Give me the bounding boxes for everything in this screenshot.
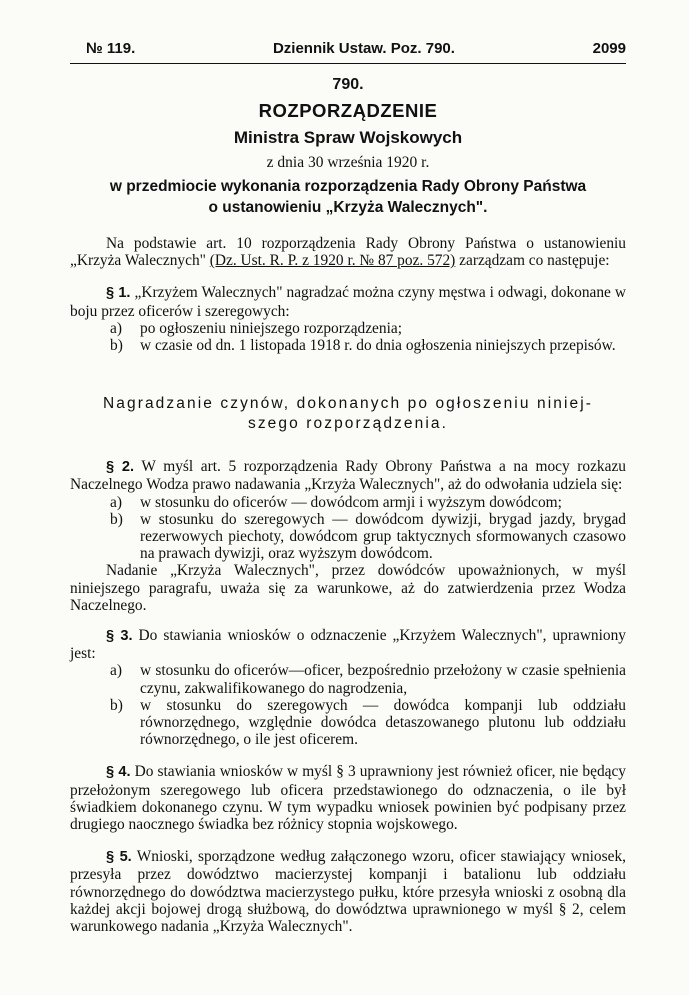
- list-item: [70, 697, 626, 749]
- preamble-tail: zarządzam co następuje:: [455, 252, 610, 270]
- chapter-heading-line-2: szego rozporządzenia.: [247, 415, 449, 433]
- section-text: Do stawiania wniosków o odznaczenie „Krzyżem Walecznych", uprawniony jest:: [70, 627, 626, 663]
- issue-number: № 119.: [86, 40, 136, 57]
- page-header: [70, 40, 626, 64]
- list-item: [70, 662, 626, 696]
- section-mark: § 3.: [106, 628, 133, 645]
- item-label: b): [110, 337, 123, 355]
- section-text: „Krzyżem Walecznych" nagradzać można czyny męstwa i odwagi, dokonane w boju przez oficerów i szeregowych:: [70, 284, 626, 320]
- section-text: Wnioski, sporządzone według załączonego wzoru, oficer stawiający wniosek, przesyła przez dowództwo macierzystej kompanji i batalionu lub oddziału równorzędnego do dowództwa macierzystego pułku, które przesyła wnioski z osobną dla każdej akcji bojowej drogą służbową, do dowództwa uprawnionego w myśl § 2, celem warunkowego nadania „Krzyża Walecznych".: [70, 848, 626, 936]
- document-date: z dnia 30 września 1920 r.: [266, 154, 430, 171]
- list-item: [70, 511, 626, 563]
- section-3: [70, 627, 626, 748]
- subject: [70, 176, 626, 218]
- section-5: [70, 848, 626, 935]
- issuer: Ministra Spraw Wojskowych: [233, 128, 463, 147]
- item-text: w stosunku do szeregowych — dowódca kompanji lub oddziału równorzędnego, względnie dowódca detaszowanego plutonu lub oddziału równorzędnego, o ile jest oficerem.: [140, 696, 626, 749]
- preamble-reference: (Dz. Ust. R. P. z 1920 r. № 87 poz. 572): [209, 252, 456, 270]
- subject-line-1: w przedmiocie wykonania rozporządzenia Rady Obrony Państwa: [109, 178, 587, 195]
- list-item: [70, 494, 626, 511]
- section-text: W myśl art. 5 rozporządzenia Rady Obrony Państwa a na mocy rozkazu Naczelnego Wodza prawo nadawania „Krzyża Walecznych", aż do odwołania udziela się:: [70, 458, 626, 494]
- section-mark: § 5.: [106, 849, 132, 866]
- section-closing: Nadanie „Krzyża Walecznych", przez dowódców upoważnionych, w myśl niniejszego paragrafu, uważa się za warunkowe, aż do zatwierdzenia przez Wodza Naczelnego.: [70, 562, 626, 614]
- document-page: [70, 40, 626, 935]
- position-number: 790.: [332, 76, 364, 93]
- section-2: [70, 458, 626, 614]
- document-type: ROZPORZĄDZENIE: [258, 100, 438, 121]
- item-text: w stosunku do szeregowych — dowódcom dywizji, brygad jazdy, brygad rezerwowych piechoty, dowódcom grup taktycznych sformowanych czasowo na prawach dywizji, oraz wyższym dowódcom.: [140, 510, 626, 563]
- preamble-text: Na podstawie art. 10 rozporządzenia Rady Obrony Państwa o ustanowieniu „Krzyża Walecznych": [70, 235, 626, 270]
- item-text: w czasie od dn. 1 listopada 1918 r. do dnia ogłoszenia niniejszych przepisów.: [140, 337, 616, 355]
- section-1: [70, 284, 626, 354]
- section-4: [70, 763, 626, 833]
- item-text: w stosunku do oficerów — dowódcom armji i wyższym dowódcom;: [140, 493, 562, 511]
- item-text: w stosunku do oficerów—oficer, bezpośrednio przełożony w czasie spełnienia czynu, zakwalifikowanego do nagrodzenia,: [140, 662, 626, 697]
- section-mark: § 2.: [106, 459, 135, 476]
- title-block: [70, 76, 626, 218]
- item-text: po ogłoszeniu niniejszego rozporządzenia;: [140, 319, 402, 337]
- section-text: Do stawiania wniosków w myśl § 3 uprawniony jest również oficer, nie będący przełożonym szeregowego lub oficera przedstawionego do odznaczenia, o ile był świadkiem dokonanego czynu. W tym wypadku wniosek powinien być podpisany przez drugiego naocznego świadka bez różnicy stopnia wojskowego.: [70, 763, 626, 834]
- chapter-heading-line-1: Nagradzanie czynów, dokonanych po ogłoszeniu niniej-: [102, 395, 594, 413]
- preamble: [70, 235, 626, 269]
- list-item: [70, 337, 626, 354]
- item-label: b): [110, 696, 123, 714]
- item-label: a): [110, 493, 122, 511]
- subject-line-2: o ustanowieniu „Krzyża Walecznych".: [208, 199, 488, 216]
- page-number: 2099: [592, 40, 626, 57]
- section-mark: § 4.: [106, 764, 131, 781]
- chapter-heading: [70, 394, 626, 434]
- item-label: a): [110, 662, 122, 680]
- journal-title: Dziennik Ustaw. Poz. 790.: [272, 40, 455, 57]
- list-item: [70, 320, 626, 337]
- item-label: a): [110, 319, 122, 337]
- section-mark: § 1.: [106, 285, 131, 302]
- item-label: b): [110, 510, 123, 528]
